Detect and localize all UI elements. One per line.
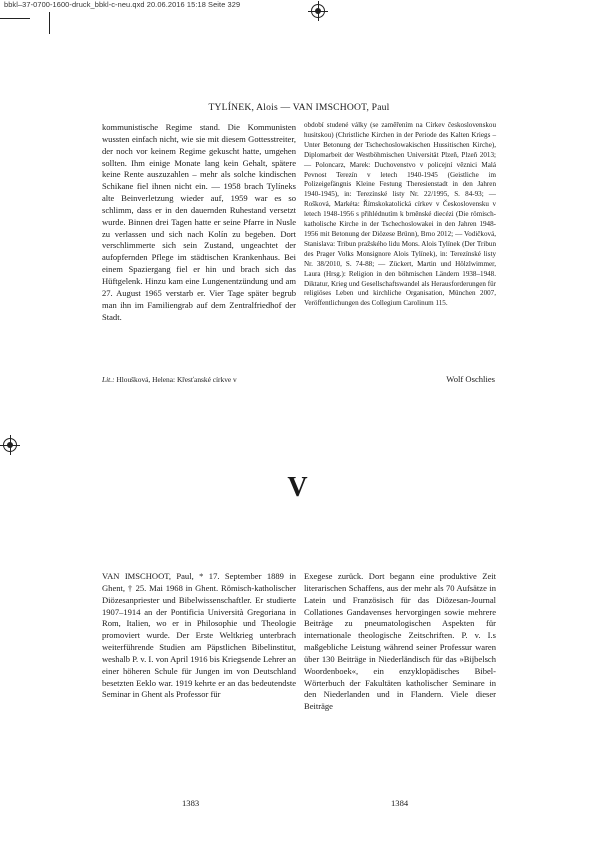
literature-label: Lit.: xyxy=(102,375,115,384)
registration-mark-left xyxy=(3,438,17,452)
page-number-right: 1384 xyxy=(391,798,409,808)
literature-text: Hloušková, Helena: Křesťanské církve v xyxy=(116,375,237,384)
registration-mark-top xyxy=(311,4,325,18)
article-author: Wolf Oschlies xyxy=(446,374,495,384)
lower-right-column: Exegese zurück. Dort begann eine produktive Zeit literarischen Schaffens, aus der mehr als 70 Aufsätze in Latein und Französisch für das Diözesan-Journal Collationes Gandavenses hervorgingen sowie mehrere Beiträge zu pneumatologischen Aspekten für internationale theologische Zeitschriften. P. v. I.s maßgebliche Leistung während seiner Professur waren über 130 Beiträge in Niederländisch für das »Bijbelsch Woordenboek«, ein enzyklopädisches Bibel-Wörterbuch der Fakultäten katholischer Seminare in den Niederlanden und in Flandern. Viele dieser Beiträge xyxy=(304,571,496,712)
crop-mark-top-left xyxy=(0,18,30,19)
page-number-left: 1383 xyxy=(182,798,200,808)
upper-left-column: kommunistische Regime stand. Die Kommunisten wussten einfach nicht, wie sie mit diesem Gottesstreiter, der noch vor keinem Regime gekuscht hatte, umgehen sollten. Ihm einige Monate lang kein Gehalt, spätere keine Rente auszuzahlen – mehr als solche kindischen Schikane fiel ihnen nicht ein. — 1958 brach Tylíneks alte Beinverletzung wieder auf, 1959 war es so schlimm, dass er in den dauernden Ruhestand versetzt wurde. Binnen drei Tagen hatte er seine Pfarre in Nusle zu verlassen und sich nach Kolín zu begeben. Dort verschlimmerte sich sein Zustand, ungeachtet der aufopfernden Pflege im städtischen Krankenhaus. Bei einem Spaziergang fiel er hin und brach sich das Hüftgelenk. Hinzu kam eine Lungenentzündung und am 27. August 1965 verstarb er. Vier Tage später begrub man ihn im Familiengrab auf dem Zentralfriedhof der Stadt. xyxy=(102,122,296,322)
running-head: TYLÍNEK, Alois — VAN IMSCHOOT, Paul xyxy=(208,102,390,113)
section-letter: V xyxy=(287,472,308,503)
upper-right-column: období studené války (se zaměřením na Církev československou husitskou) (Christliche Kirchen in der Periode des Kalten Kriegs – Unter Betonung der Tschechoslowakischen Hussitischen Kirche), Diplomarbeit der Westböhmischen Universität Plzeň, Plzeň 2013; — Poloncarz, Marek: Duchovenstvo v policejní věznici Malá Pevnost Terezín v letech 1940-1945 (Geistliche im Polizeigefängnis Kleine Festung Theresienstadt in den Jahren 1940-1945), in: Terezínské listy Nr. 22/1995, S. 84-93; — Rošková, Markéta: Římskokatolická církev v Československu v letech 1948-1956 s přihlédnutím k brněnské diecézi (Die römisch-katholische Kirche in der Tschechoslowakei in den Jahren 1948-1956 mit Betonung der Diözese Brünn), Brno 2012; — Vodičková, Stanislava: Tribun pražského lidu Mons. Alois Tylínek (Der Tribun des Prager Volks Monsignore Alois Tylínek), in: Terezínské listy Nr. 38/2010, S. 74-88; — Zückert, Martin und Hölzlwimmer, Laura (Hrsg.): Religion in den böhmischen Ländern 1938–1948. Diktatur, Krieg und Gesellschaftswandel als Herausforderungen für religiöses Leben und kirchliche Organisation, München 2007, Veröffentlichungen des Collegium Carolinum 115. xyxy=(304,121,496,308)
literature-line xyxy=(102,375,296,384)
lower-left-column: VAN IMSCHOOT, Paul, * 17. September 1889 in Ghent, † 25. Mai 1968 in Ghent. Römisch-katholischer Diözesanpriester und Bibelwissenschaftler. Er studierte 1907–1914 an der Pontificia Università Gregoriana in Rom, Italien, wo er in Philosophie und Theologie promoviert wurde. Der Erste Weltkrieg unterbrach weiterführende Studien am Päpstlichen Bibelinstitut, weshalb P. v. I. von April 1916 bis Kriegsende Lehrer an einer höheren Schule für Jungen im von Deutschland besetzten Eeklo war. 1919 kehrte er an das bedeutendste Seminar in Ghent als Professor für xyxy=(102,571,296,700)
print-slug: bbkl–37-0700-1600-druck_bbkl-c-neu.qxd 20.06.2016 15:18 Seite 329 xyxy=(4,0,241,9)
crop-mark-top-left-vertical xyxy=(49,12,50,34)
